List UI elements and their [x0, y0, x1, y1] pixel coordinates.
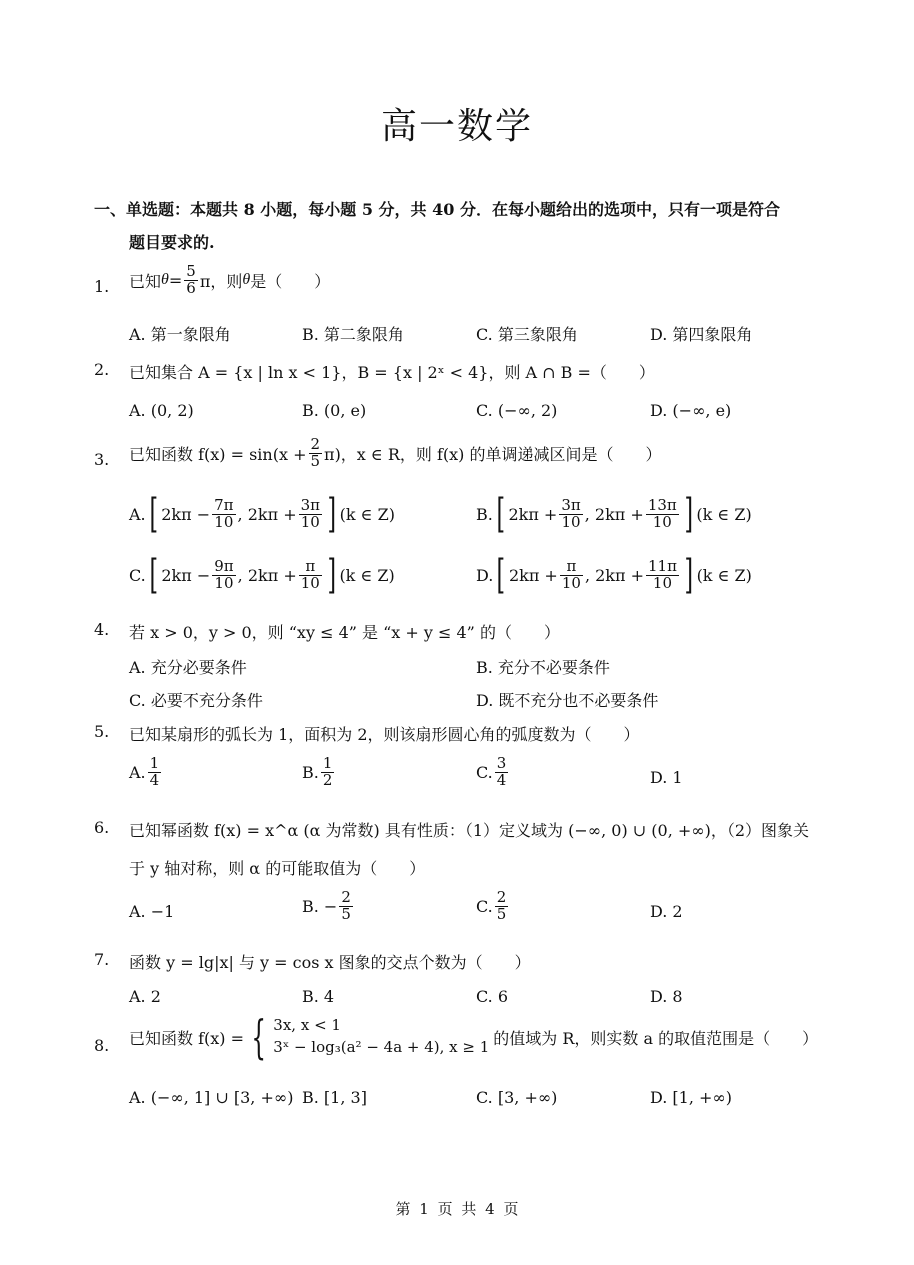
question-4: 若 x > 0，y > 0，则 “xy ≤ 4” 是 “x + y ≤ 4” 的（ ） [129, 623, 560, 642]
q1-text-c: 是（ ） [250, 271, 331, 291]
fraction: $\frac{9\pi}{10}$ [214, 556, 234, 592]
option-a: A. 充分必要条件 [129, 658, 247, 677]
fraction: $\frac{\pi}{10}$ [561, 556, 581, 592]
option-b: B. [ 2kπ + $\frac{3\pi}{10}$ , 2kπ + $\frac{13\pi}{10}$ ] (k ∈ Z) [476, 491, 752, 537]
option-a: A. (0, 2) [129, 401, 194, 420]
question-6-cont: 于 y 轴对称，则 α 的可能取值为（ ） [129, 859, 426, 878]
option-d: D. [1, +∞) [650, 1088, 732, 1107]
option-b: B. [1, 3] [302, 1088, 367, 1107]
q3-text-a: 已知函数 f(x) = sin(x + [129, 444, 307, 464]
question-7: 函数 y = lg|x| 与 y = cos x 图象的交点个数为（ ） [129, 953, 531, 972]
right-bracket: ] [327, 491, 337, 537]
fraction: $\frac{3\pi}{10}$ [561, 495, 581, 531]
q8-suffix: 的值域为 R，则实数 a 的取值范围是（ ） [493, 1028, 819, 1048]
case-1: 3x, x < 1 [273, 1016, 341, 1035]
fraction: $\frac{1}{4}$ [149, 754, 160, 789]
question-number: 3. [94, 450, 110, 469]
option-b: B. 4 [302, 987, 335, 1006]
fraction: $\frac{3}{4}$ [496, 754, 507, 789]
question-5: 已知某扇形的弧长为 1，面积为 2，则该扇形圆心角的弧度数为（ ） [129, 725, 640, 744]
fraction: $\frac{\pi}{10}$ [300, 556, 320, 592]
fraction: $\frac{11\pi}{10}$ [648, 556, 677, 592]
piecewise-cases [273, 1015, 489, 1059]
option-a: A. [ 2kπ − $\frac{7\pi}{10}$ , 2kπ + $\frac{3\pi}{10}$ ] (k ∈ Z) [129, 491, 395, 537]
option-d: D. 8 [650, 987, 683, 1006]
question-number: 7. [94, 950, 110, 969]
right-bracket: ] [327, 552, 336, 598]
fraction: $\frac{3\pi}{10}$ [300, 495, 321, 531]
case-2: 3ˣ − log₃(a² − 4a + 4), x ≥ 1 [273, 1038, 490, 1056]
option-c: C. $\frac{2}{5}$ [476, 888, 507, 923]
left-bracket: [ [149, 552, 158, 598]
fraction: $\frac{2}{5}$ [341, 888, 351, 923]
option-d: D. 第四象限角 [650, 325, 753, 344]
theta-symbol: θ [161, 271, 169, 289]
question-1 [129, 264, 330, 297]
option-c: C. [3, +∞) [476, 1088, 558, 1107]
q8-prefix: 已知函数 f(x) = [129, 1028, 245, 1048]
option-c: C. 第三象限角 [476, 325, 578, 344]
option-b: B. $\frac{1}{2}$ [302, 754, 333, 789]
option-a: A. (−∞, 1] ∪ [3, +∞) [129, 1088, 294, 1107]
question-number: 1. [94, 277, 110, 296]
q1-text-b: π，则 [199, 271, 243, 291]
option-d: D. (−∞, e) [650, 401, 732, 420]
option-c: C. 必要不充分条件 [129, 691, 263, 710]
fraction: $\frac{2}{5}$ [310, 435, 321, 470]
option-d: D. 既不充分也不必要条件 [476, 691, 659, 710]
question-2: 已知集合 A = {x | ln x < 1}，B = {x | 2ˣ < 4}，则 A ∩ B =（ ） [129, 363, 655, 382]
left-bracket: [ [496, 491, 505, 537]
fraction: $\frac{1}{2}$ [322, 754, 333, 789]
option-d: D. 1 [650, 768, 683, 787]
option-c: C. (−∞, 2) [476, 401, 558, 420]
question-number: 6. [94, 818, 110, 837]
section-heading-cont: 题目要求的. [129, 233, 215, 252]
page-footer: 第 1 页 共 4 页 [395, 1200, 519, 1218]
left-brace: { [251, 1010, 266, 1064]
fraction: $\frac{5}{6}$ [186, 262, 196, 297]
option-c: C. [ 2kπ − $\frac{9\pi}{10}$ , 2kπ + $\frac{\pi}{10}$ ] (k ∈ Z) [129, 552, 395, 598]
page-title: 高一数学 [380, 106, 533, 147]
option-c: C. 6 [476, 987, 509, 1006]
fraction: $\frac{7\pi}{10}$ [214, 495, 234, 531]
option-a: A. $\frac{1}{4}$ [129, 754, 160, 789]
option-c: C. $\frac{3}{4}$ [476, 754, 507, 789]
fraction: $\frac{13\pi}{10}$ [647, 495, 677, 531]
option-a: A. −1 [129, 902, 175, 921]
question-6: 已知幂函数 f(x) = x^α (α 为常数) 具有性质：（1）定义域为 (−∞, 0) ∪ (0, +∞)，（2）图象关 [129, 821, 810, 840]
fraction: $\frac{2}{5}$ [496, 888, 507, 923]
theta-symbol: θ [242, 271, 251, 289]
left-bracket: [ [149, 491, 158, 537]
question-number: 5. [94, 722, 110, 741]
option-b: B. − $\frac{2}{5}$ [302, 888, 351, 923]
option-d: D. 2 [650, 902, 683, 921]
option-b: B. (0, e) [302, 401, 367, 420]
question-number: 4. [94, 620, 110, 639]
q1-text-a: 已知 [129, 271, 162, 291]
option-b: B. 第二象限角 [302, 325, 404, 344]
question-3 [129, 437, 662, 470]
option-a: A. 2 [129, 987, 161, 1006]
question-number: 2. [94, 360, 110, 379]
question-8 [129, 1010, 819, 1064]
right-bracket: ] [684, 491, 693, 537]
question-number: 8. [94, 1036, 110, 1055]
q3-text-b: π)，x ∈ R，则 f(x) 的单调递减区间是（ ） [324, 444, 662, 464]
left-bracket: [ [496, 552, 506, 598]
option-a: A. 第一象限角 [129, 325, 231, 344]
section-heading: 一、单选题：本题共 8 小题，每小题 5 分，共 40 分．在每小题给出的选项中，只有一项是符合 [94, 200, 780, 219]
option-d: D. [ 2kπ + $\frac{\pi}{10}$ , 2kπ + $\frac{11\pi}{10}$ ] (k ∈ Z) [476, 552, 752, 598]
q1-equals: = [168, 270, 183, 290]
option-b: B. 充分不必要条件 [476, 658, 610, 677]
right-bracket: ] [684, 552, 694, 598]
